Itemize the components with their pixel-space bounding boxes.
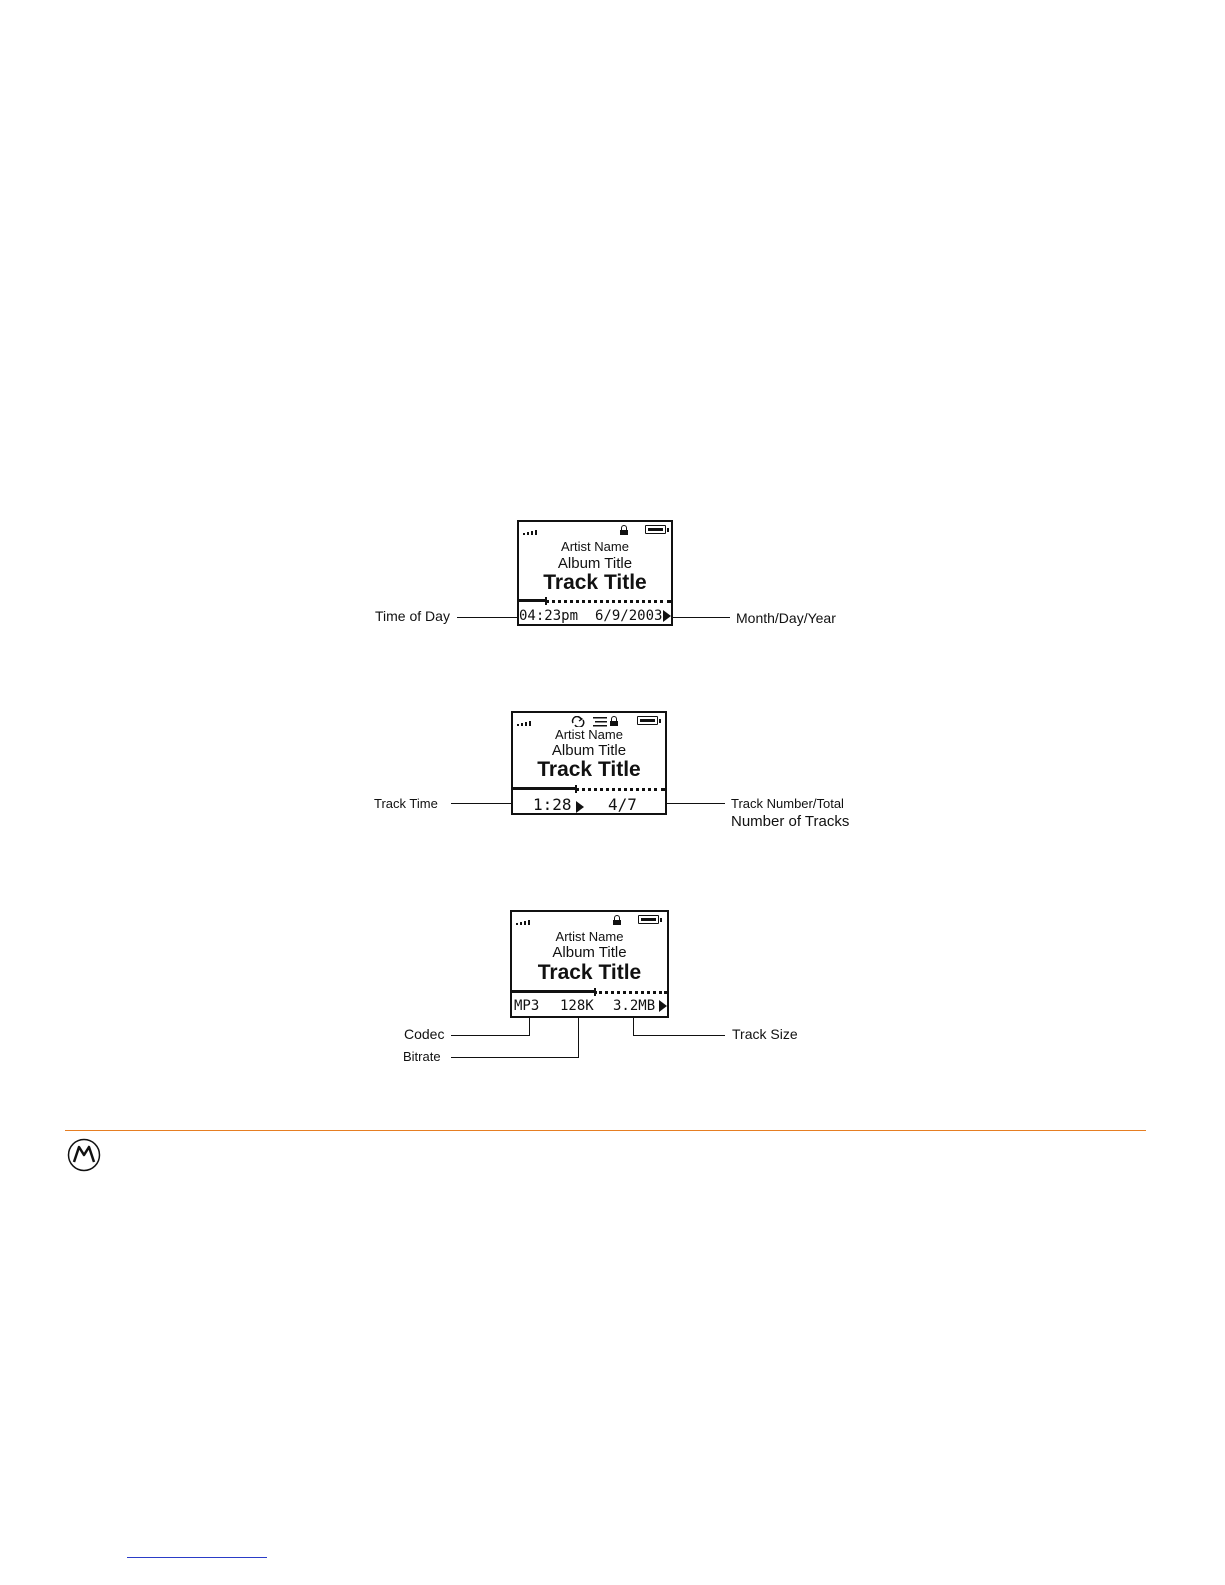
track-title: Track Title bbox=[537, 758, 641, 781]
player-screen-track-time bbox=[511, 711, 667, 815]
album-title: Album Title bbox=[552, 944, 627, 961]
play-arrow-icon bbox=[659, 1000, 667, 1016]
status-bar bbox=[512, 915, 667, 927]
leader-line bbox=[667, 803, 725, 804]
codec-value: MP3 bbox=[514, 998, 540, 1014]
lock-icon bbox=[613, 915, 621, 925]
progress-marker bbox=[545, 597, 547, 605]
leader-line bbox=[633, 1035, 725, 1036]
bitrate-value: 128K bbox=[560, 998, 594, 1014]
album-title: Album Title bbox=[557, 555, 633, 572]
progress-fill bbox=[512, 990, 594, 993]
progress-marker bbox=[594, 988, 596, 996]
progress-remaining bbox=[545, 600, 671, 603]
player-screen-datetime bbox=[517, 520, 673, 626]
callout-track-number: Track Number/Total bbox=[731, 796, 844, 811]
play-arrow-icon bbox=[663, 610, 671, 626]
signal-icon bbox=[516, 917, 536, 925]
lock-icon bbox=[610, 716, 618, 726]
battery-icon bbox=[638, 915, 659, 924]
shuffle-list-icon bbox=[593, 716, 607, 727]
date-value: 6/9/2003 bbox=[595, 608, 663, 624]
progress-remaining bbox=[594, 991, 667, 994]
signal-icon bbox=[517, 718, 537, 726]
bottom-info-row bbox=[513, 795, 665, 813]
player-screen-codec bbox=[510, 910, 669, 1018]
progress-remaining bbox=[575, 788, 665, 791]
motorola-logo-icon bbox=[67, 1138, 101, 1172]
leader-line bbox=[451, 803, 511, 804]
leader-line bbox=[529, 1018, 530, 1035]
callout-track-number-line2: Number of Tracks bbox=[731, 813, 850, 830]
progress-bar bbox=[519, 599, 671, 603]
signal-icon bbox=[523, 527, 543, 535]
callout-codec: Codec bbox=[404, 1026, 445, 1042]
time-of-day-value: 04:23pm bbox=[519, 608, 579, 624]
bottom-info-row bbox=[519, 608, 671, 626]
progress-marker bbox=[575, 785, 577, 793]
callout-track-time: Track Time bbox=[374, 796, 438, 811]
artist-name: Artist Name bbox=[555, 727, 623, 742]
repeat-icon bbox=[571, 716, 585, 727]
track-time-value: 1:28 bbox=[533, 795, 572, 814]
status-bar bbox=[519, 525, 671, 537]
page-link-underline[interactable] bbox=[127, 1557, 267, 1558]
callout-bitrate: Bitrate bbox=[403, 1049, 441, 1064]
progress-bar bbox=[513, 787, 665, 791]
leader-line bbox=[673, 617, 730, 618]
leader-line bbox=[633, 1018, 634, 1035]
lock-icon bbox=[620, 525, 628, 535]
leader-line bbox=[451, 1035, 530, 1036]
callout-month-day-year: Month/Day/Year bbox=[736, 610, 836, 626]
battery-icon bbox=[637, 716, 658, 725]
track-number-value: 4/7 bbox=[608, 795, 637, 814]
callout-track-size: Track Size bbox=[732, 1026, 798, 1042]
artist-name: Artist Name bbox=[561, 539, 629, 554]
battery-icon bbox=[645, 525, 666, 534]
play-arrow-icon bbox=[576, 798, 584, 817]
leader-line bbox=[457, 617, 517, 618]
artist-name: Artist Name bbox=[555, 929, 624, 944]
track-size-value: 3.2MB bbox=[613, 998, 656, 1014]
progress-fill bbox=[519, 599, 545, 602]
bottom-info-row bbox=[512, 998, 667, 1016]
album-title: Album Title bbox=[551, 742, 627, 759]
leader-line bbox=[451, 1057, 579, 1058]
track-title: Track Title bbox=[543, 571, 647, 594]
leader-line bbox=[578, 1018, 579, 1057]
track-title: Track Title bbox=[537, 961, 642, 984]
footer-rule bbox=[65, 1130, 1146, 1131]
progress-bar bbox=[512, 990, 667, 994]
progress-fill bbox=[513, 787, 575, 790]
callout-time-of-day: Time of Day bbox=[375, 608, 450, 624]
